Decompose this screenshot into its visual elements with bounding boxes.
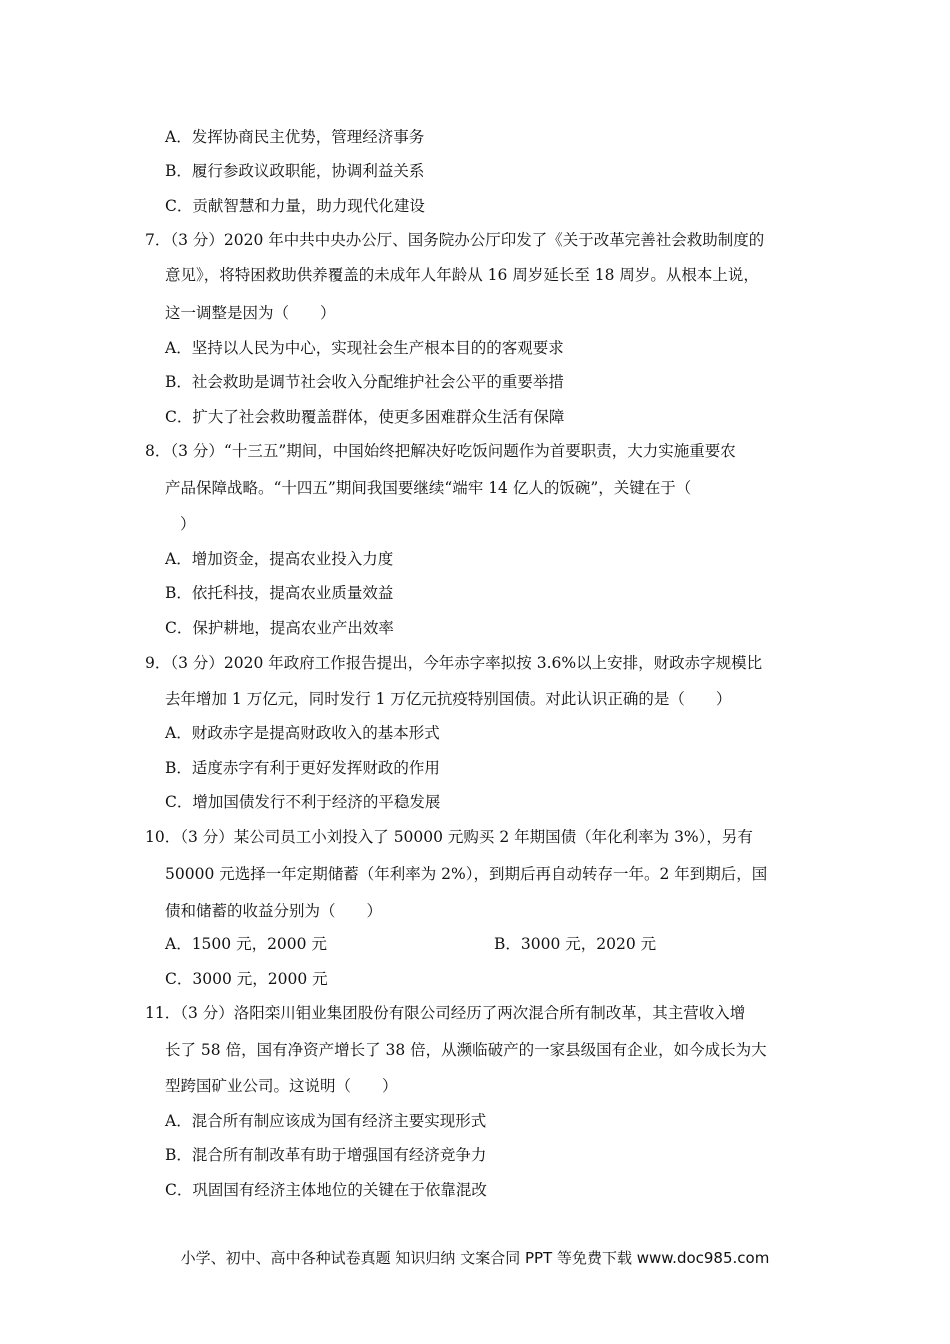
q11-option-b: B．混合所有制改革有助于增强国有经济竞争力 bbox=[165, 1146, 487, 1164]
q11-stem-line-2: 长了 58 倍，国有净资产增长了 38 倍，从濒临破产的一家县级国有企业，如今成长为大 bbox=[165, 1041, 767, 1059]
q6-option-a: A．发挥协商民主优势，管理经济事务 bbox=[165, 128, 425, 146]
q9-option-c: C．增加国债发行不利于经济的平稳发展 bbox=[165, 793, 441, 811]
q10-stem-line-1: 10．（3 分）某公司员工小刘投入了 50000 元购买 2 年期国债（年化利率为 3%），另有 bbox=[145, 828, 753, 846]
q11-stem-line-3: 型跨国矿业公司。这说明（ ） bbox=[165, 1077, 398, 1095]
q6-option-b: B．履行参政议政职能，协调利益关系 bbox=[165, 162, 425, 180]
q7-stem-line-3: 这一调整是因为（ ） bbox=[165, 304, 336, 322]
q11-stem-line-1: 11．（3 分）洛阳栾川钼业集团股份有限公司经历了两次混合所有制改革，其主营收入增 bbox=[145, 1004, 746, 1022]
q9-option-a: A．财政赤字是提高财政收入的基本形式 bbox=[165, 724, 440, 742]
q8-option-b: B．依托科技，提高农业质量效益 bbox=[165, 584, 394, 602]
q10-stem-line-3: 债和储蓄的收益分别为（ ） bbox=[165, 902, 383, 920]
q11-option-a: A．混合所有制应该成为国有经济主要实现形式 bbox=[165, 1112, 487, 1130]
q7-option-c: C．扩大了社会救助覆盖群体，使更多困难群众生活有保障 bbox=[165, 408, 565, 426]
q7-stem-line-1: 7．（3 分）2020 年中共中央办公厅、国务院办公厅印发了《关于改革完善社会救助制度的 bbox=[145, 231, 765, 249]
q8-stem-line-1: 8．（3 分）“十三五”期间，中国始终把解决好吃饭问题作为首要职责，大力实施重要农 bbox=[145, 442, 736, 460]
q8-stem-line-2: 产品保障战略。“十四五”期间我国要继续“端牢 14 亿人的饭碗”，关键在于（ bbox=[165, 479, 692, 497]
q10-option-b: B．3000 元，2020 元 bbox=[494, 935, 657, 953]
q6-option-c: C．贡献智慧和力量，助力现代化建设 bbox=[165, 197, 425, 215]
q10-option-a: A．1500 元，2000 元 bbox=[165, 935, 327, 953]
q9-option-b: B．适度赤字有利于更好发挥财政的作用 bbox=[165, 759, 440, 777]
q10-stem-line-2: 50000 元选择一年定期储蓄（年利率为 2%），到期后再自动转存一年。2 年到期后，国 bbox=[165, 865, 768, 883]
q7-option-a: A．坚持以人民为中心，实现社会生产根本目的的客观要求 bbox=[165, 339, 564, 357]
q10-option-c: C．3000 元，2000 元 bbox=[165, 970, 328, 988]
q8-stem-line-3: ） bbox=[180, 515, 196, 533]
q9-stem-line-1: 9．（3 分）2020 年政府工作报告提出，今年赤字率拟按 3.6%以上安排，财政赤字规模比 bbox=[145, 654, 763, 672]
q7-stem-line-2: 意见》，将特困救助供养覆盖的未成年人年龄从 16 周岁延长至 18 周岁。从根本上说， bbox=[165, 266, 759, 284]
q8-option-c: C．保护耕地，提高农业产出效率 bbox=[165, 619, 394, 637]
q9-stem-line-2: 去年增加 1 万亿元，同时发行 1 万亿元抗疫特别国债。对此认识正确的是（ ） bbox=[165, 690, 732, 708]
q7-option-b: B．社会救助是调节社会收入分配维护社会公平的重要举措 bbox=[165, 373, 564, 391]
q11-option-c: C．巩固国有经济主体地位的关键在于依靠混改 bbox=[165, 1181, 487, 1199]
q8-option-a: A．增加资金，提高农业投入力度 bbox=[165, 550, 394, 568]
page-footer: 小学、初中、高中各种试卷真题 知识归纳 文案合同 PPT 等免费下载 www.doc985.com bbox=[180, 1249, 770, 1267]
